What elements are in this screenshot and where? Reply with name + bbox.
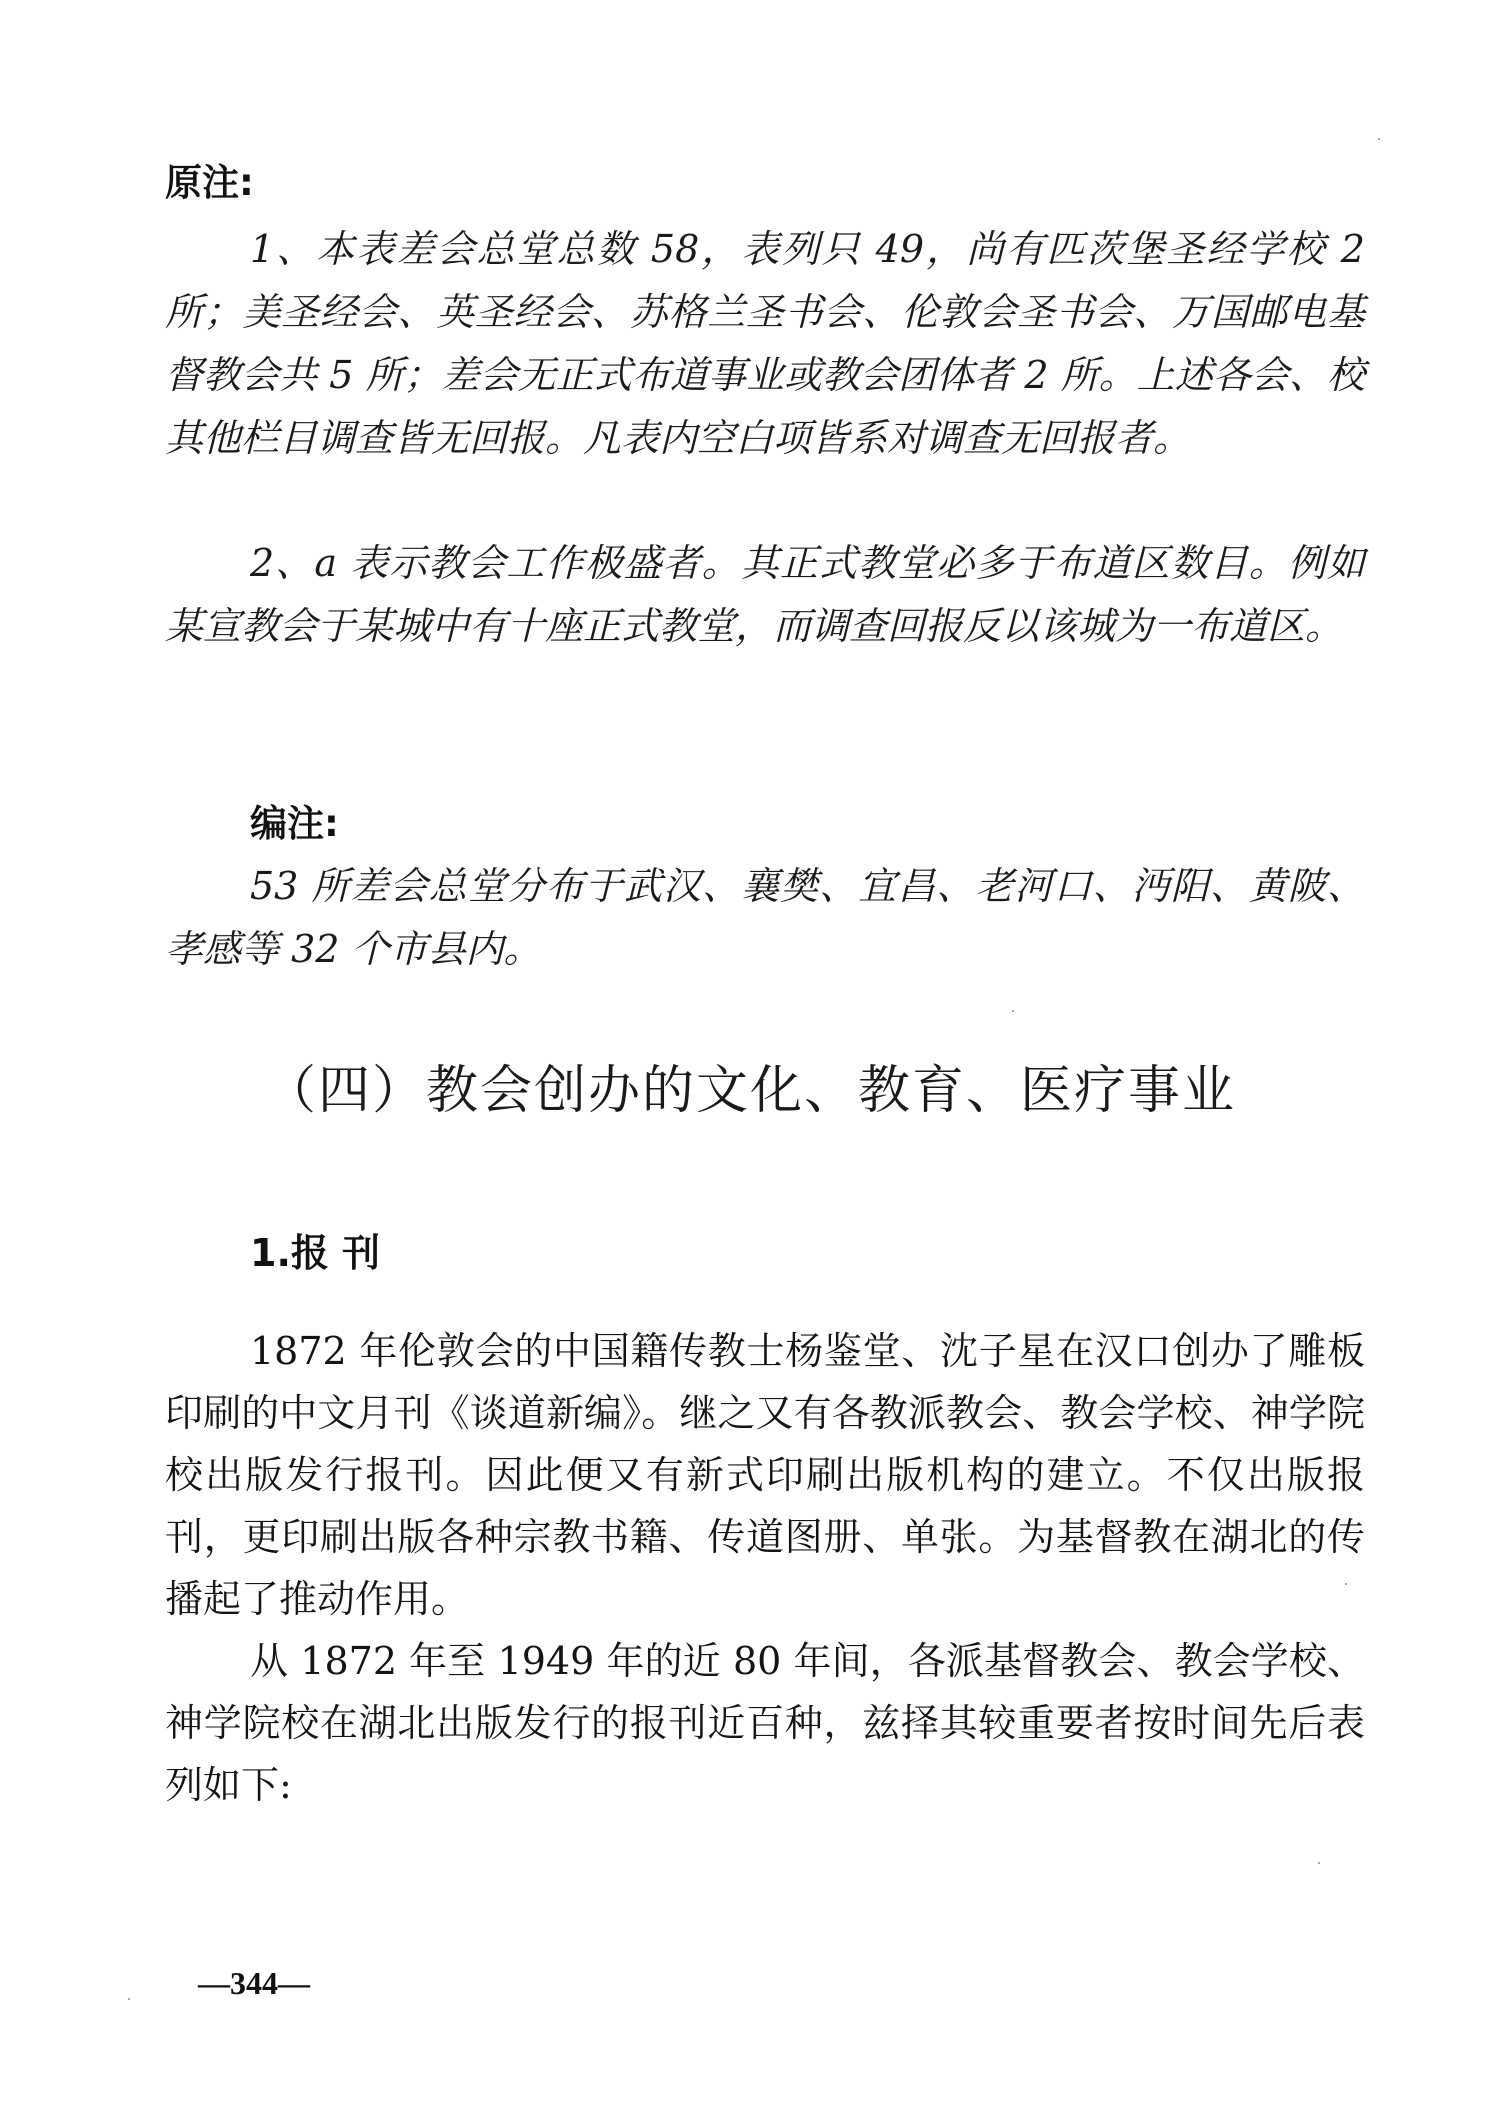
editor-note-text: 53 所差会总堂分布于武汉、襄樊、宜昌、老河口、沔阳、黄陂、孝感等 32 个市县内。 <box>165 864 1365 971</box>
scan-speck <box>1012 1010 1014 1012</box>
scan-speck <box>1378 138 1380 140</box>
body-paragraph-1: 1872 年伦敦会的中国籍传教士杨鉴堂、沈子星在汉口创办了雕板印刷的中文月刊《谈道新编》。继之又有各教派教会、教会学校、神学院校出版发行报刊。因此便又有新式印刷出版机构的建立。不仅出版报刊，更印刷出版各种宗教书籍、传道图册、单张。为基督教在湖北的传播起了推动作用。 <box>165 1329 1365 1621</box>
page-number: —344— <box>198 1965 310 2001</box>
scan-speck <box>128 1998 130 2000</box>
original-notes-label: 原注: <box>165 161 254 204</box>
scan-speck <box>1318 1862 1320 1864</box>
original-note-item-2: 2、a 表示教会工作极盛者。其正式教堂必多于布道区数目。例如某宣教会于某城中有十座正式教堂，而调查回报反以该城为一布道区。 <box>165 541 1365 648</box>
original-note-item-1: 1、本表差会总堂总数 58，表列只 49，尚有匹茨堡圣经学校 2 所；美圣经会、英圣经会、苏格兰圣书会、伦敦会圣书会、万国邮电基督教会共 5 所；差会无正式布道事业或教会团体者 2 所。上述各会、校其他栏目调查皆无回报。凡表内空白项皆系对调查无回报者。 <box>165 227 1365 460</box>
body-paragraph-2: 从 1872 年至 1949 年的近 80 年间，各派基督教会、教会学校、神学院校在湖北出版发行的报刊近百种，兹择其较重要者按时间先后表列如下: <box>165 1639 1365 1807</box>
editor-notes-label: 编注: <box>250 802 339 845</box>
subsection-title: 1.报 刊 <box>250 1231 381 1275</box>
section-title: （四）教会创办的文化、教育、医疗事业 <box>263 1061 1236 1121</box>
scan-speck <box>1345 1583 1347 1585</box>
